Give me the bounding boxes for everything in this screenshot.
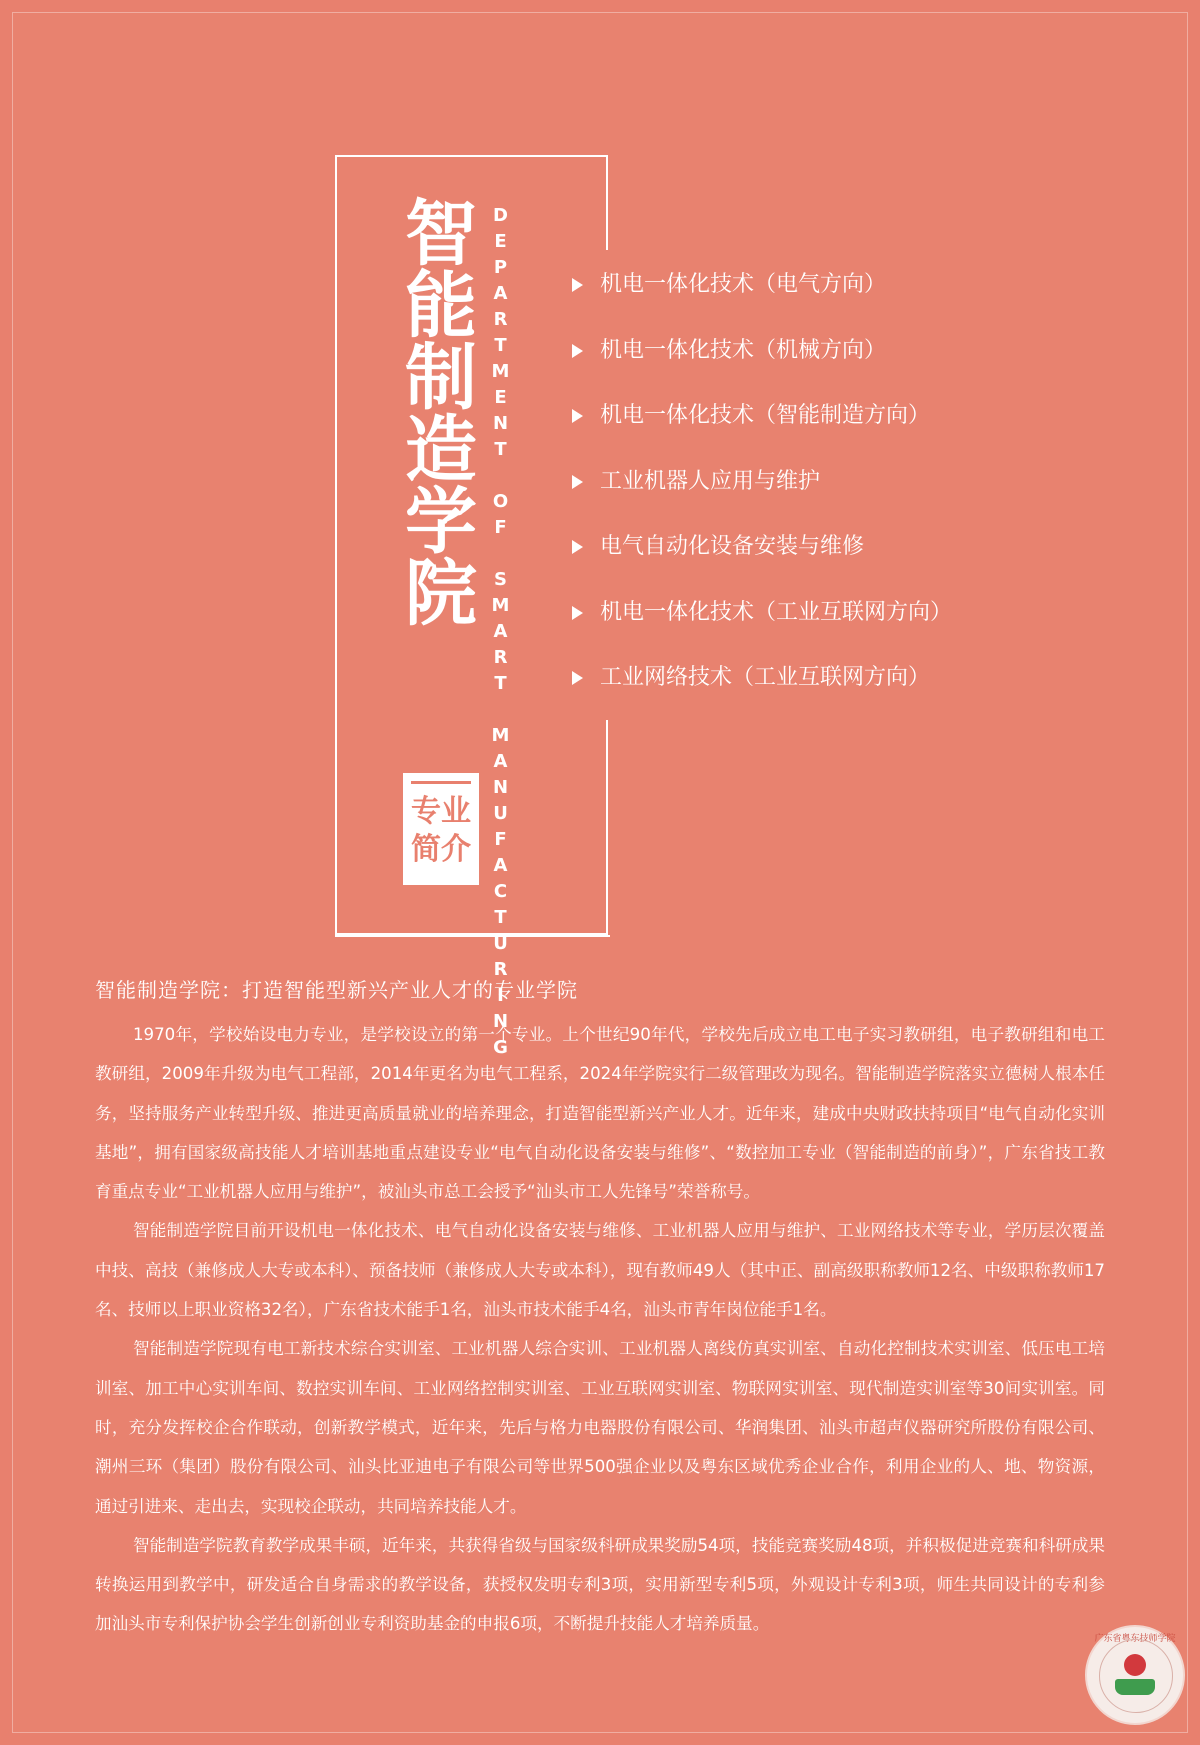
- triangle-right-icon: [572, 540, 583, 554]
- list-item: [572, 336, 1132, 402]
- list-item: [572, 663, 1132, 729]
- badge-bar: [411, 781, 471, 784]
- list-item: [572, 401, 1132, 467]
- triangle-right-icon: [572, 671, 583, 685]
- school-logo-text: 广东省粤东技师学院: [1094, 1634, 1176, 1644]
- triangle-right-icon: [572, 344, 583, 358]
- major-label: 机电一体化技术（机械方向）: [600, 337, 887, 363]
- paragraph-facilities: 智能制造学院现有电工新技术综合实训室、工业机器人综合实训、工业机器人离线仿真实训室、自动化控制技术实训室、低压电工培训室、加工中心实训车间、数控实训车间、工业网络控制实训室、工业互联网实训室、物联网实训室、现代制造实训室等30间实训室。同时，充分发挥校企合作联动，创新教学模式，近年来，先后与格力电器股份有限公司、华润集团、汕头市超声仪器研究所股份有限公司、潮州三环（集团）股份有限公司、汕头比亚迪电子有限公司等世界500强企业以及粤东区域优秀企业合作，利用企业的人、地、物资源，通过引进来、走出去，实现校企联动，共同培养技能人才。: [95, 1339, 1105, 1516]
- paragraph-majors: 智能制造学院目前开设机电一体化技术、电气自动化设备安装与维修、工业机器人应用与维护、工业网络技术等专业，学历层次覆盖中技、高技（兼修成人大专或本科）、预备技师（兼修成人大专或本科），现有教师49人（其中正、副高级职称教师12名、中级职称教师17名、技师以上职业资格32名），广东省技术能手1名，汕头市技术能手4名，汕头市青年岗位能手1名。: [95, 1221, 1105, 1320]
- logo-ring: [1099, 1639, 1173, 1713]
- title-frame-right-bottom: [606, 720, 608, 935]
- paragraph-achievements: 智能制造学院教育教学成果丰硕，近年来，共获得省级与国家级科研成果奖励54项，技能竞赛奖励48项，并积极促进竞赛和科研成果转换运用到教学中，研发适合自身需求的教学设备，获授权发明专利3项，实用新型专利5项，外观设计专利3项，师生共同设计的专利参加汕头市专利保护协会学生创新创业专利资助基金的申报6项，不断提升技能人才培养质量。: [95, 1535, 1105, 1634]
- triangle-right-icon: [572, 409, 583, 423]
- title-frame-bottom: [335, 933, 608, 935]
- major-label: 电气自动化设备安装与维修: [600, 534, 865, 559]
- department-title: 智能制造学院: [393, 195, 477, 627]
- list-item: [572, 532, 1132, 598]
- triangle-right-icon: [572, 475, 583, 489]
- major-label: 机电一体化技术（电气方向）: [600, 272, 887, 297]
- list-item: [572, 467, 1132, 533]
- title-frame-right-top: [606, 155, 608, 250]
- department-title-english: DEPARTMENT OF SMART MANUFACTURING: [490, 205, 511, 1063]
- list-item: [572, 598, 1132, 664]
- major-label: 机电一体化技术（工业互联网方向）: [600, 599, 953, 625]
- logo-book-icon: [1115, 1679, 1155, 1695]
- introduction-text: [95, 975, 1105, 1644]
- major-label: 工业机器人应用与维护: [600, 468, 821, 494]
- logo-ball-icon: [1124, 1654, 1146, 1676]
- paragraph-history: 1970年，学校始设电力专业，是学校设立的第一个专业。上个世纪90年代，学校先后成立电工电子实习教研组，电子教研组和电工教研组，2009年升级为电气工程部，2014年更名为电气工程系，2024年学院实行二级管理改为现名。智能制造学院落实立德树人根本任务，坚持服务产业转型升级、推进更高质量就业的培养理念，打造智能型新兴产业人才。近年来，建成中央财政扶持项目“电气自动化实训基地”，拥有国家级高技能人才培训基地重点建设专业“电气自动化设备安装与维修”、“数控加工专业（智能制造的前身）”，广东省技工教育重点专业“工业机器人应用与维护”，被汕头市总工会授予“汕头市工人先锋号”荣誉称号。: [95, 1025, 1105, 1202]
- school-logo: [1085, 1625, 1185, 1725]
- triangle-right-icon: [572, 278, 583, 292]
- triangle-right-icon: [572, 606, 583, 620]
- intro-headline: 智能制造学院：打造智能型新兴产业人才的专业学院: [95, 978, 578, 1002]
- major-list: [572, 270, 1132, 729]
- major-label: 机电一体化技术（智能制造方向）: [600, 403, 931, 428]
- major-label: 工业网络技术（工业互联网方向）: [600, 665, 931, 690]
- badge-label: 专业简介: [411, 794, 471, 867]
- list-item: [572, 270, 1132, 336]
- intro-badge: [403, 773, 479, 885]
